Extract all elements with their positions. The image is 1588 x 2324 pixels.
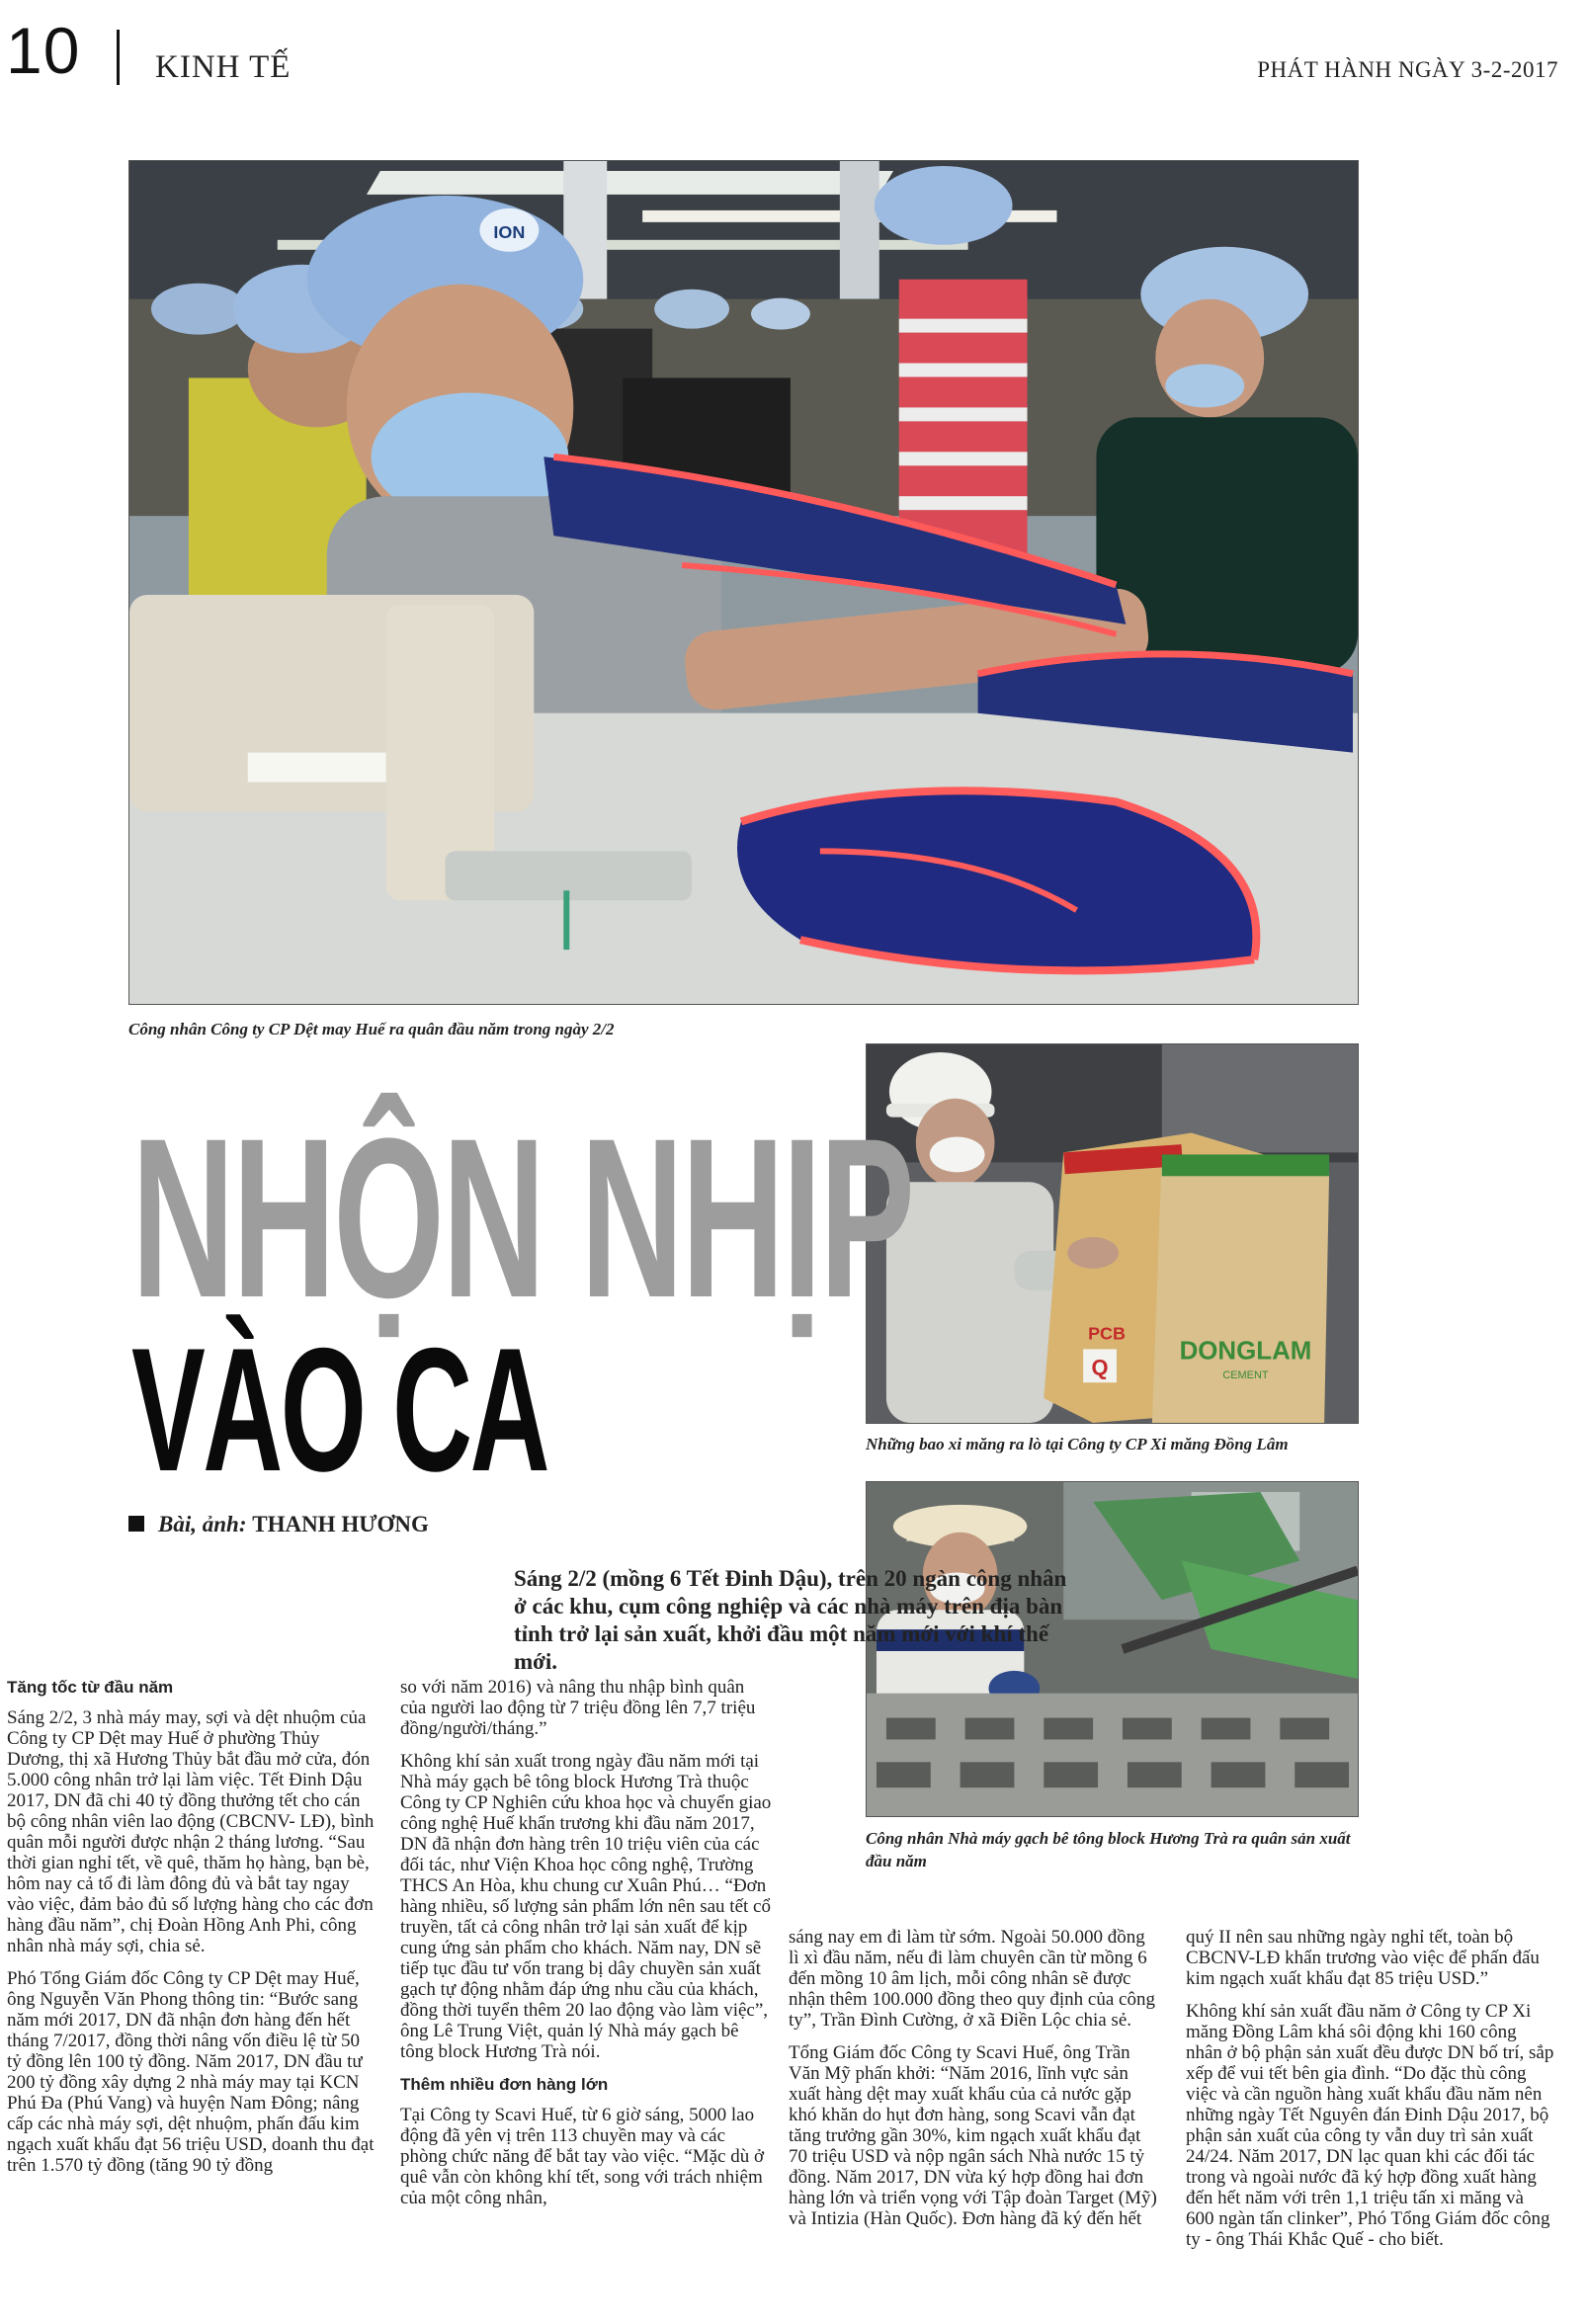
subheading-them-nhieu: Thêm nhiều đơn hàng lớn — [400, 2075, 609, 2094]
headline-line-1: NHỘN NHỊP — [131, 1091, 913, 1345]
paragraph: Phó Tổng Giám đốc Công ty CP Dệt may Huế, ông Nguyễn Văn Phong thông tin: “Bước sang năm mới 2017, DN đã nhận đơn hàng đến hết tháng 7/2017, đồng thời nâng vốn điều lệ từ 50 tỷ đồng lên 100 tỷ đồng. Năm 2017, DN đầu tư 200 tỷ đồng xây dựng 2 nhà máy may tại KCN Phú Đa (Phú Vang) và huyện Nam Đông; nâng cấp các nhà máy sợi, dệt nhuộm, phấn đấu kim ngạch xuất khẩu đạt 56 triệu USD, doanh thu đạt trên 1.570 tỷ đồng (tăng 90 tỷ đồng — [7, 1968, 375, 2176]
paragraph: Không khí sản xuất đầu năm ở Công ty CP Xi măng Đồng Lâm khá sôi động khi 160 công nhân ở bộ phận sản xuất đều được DN bố trí, sắp xếp để vui tết bên gia đình. “Do đặc thù công việc và cần nguồn hàng xuất khẩu đầu năm nên những ngày Tết Nguyên đán Đinh Dậu 2017, bộ phận sản xuất của công ty vẫn duy trì sản xuất 24/24. Năm 2017, DN lạc quan khi các đối tác trong và ngoài nước đã ký hợp đồng xuất hàng đến hết năm với trên 1,1 triệu tấn xi măng và 600 ngàn tấn clinker”, Phó Tổng Giám đốc công ty - ông Thái Khắc Quế - cho biết. — [1186, 2001, 1554, 2250]
bag-q-text: Q — [1091, 1355, 1109, 1380]
brick-photo-caption: Công nhân Nhà máy gạch bê tông block Hương Trà ra quân sản xuất đầu năm — [866, 1829, 1351, 1870]
paragraph: Tại Công ty Scavi Huế, từ 6 giờ sáng, 5000 lao động đã yên vị trên 113 chuyền may và các phòng chức năng để bắt tay vào việc. “Mặc dù ở quê vẫn còn không khí tết, song với trách nhiệm của một công nhân, — [400, 2105, 765, 2208]
article-column-4 — [1186, 1927, 1556, 2262]
issue-date: PHÁT HÀNH NGÀY 3-2-2017 — [1257, 57, 1558, 82]
section-title: KINH TẾ — [155, 49, 292, 85]
photo-cement-bags — [866, 1043, 1359, 1424]
bag-grade-text: PCB — [1088, 1323, 1126, 1344]
paragraph: Không khí sản xuất trong ngày đầu năm mới tại Nhà máy gạch bê tông block Hương Trà thuộc Công ty CP Nghiên cứu khoa học và chuyển giao công nghệ Huế khẩn trương khi đầu năm 2017, DN đã nhận đơn hàng trên 10 triệu viên của các đối tác, như Viện Khoa học công nghệ, Trường THCS An Hòa, khu chung cư Xuân Phú… “Đơn hàng nhiều, số lượng sản phẩm lớn nên sau tết cổ truyền, tất cả công nhân trở lại sản xuất để kịp cung ứng sản phẩm cho khách. Năm nay, DN sẽ tiếp tục đầu tư vốn trang bị dây chuyền sản xuất gạch tự động nhằm đáp ứng nhu cầu của khách, đồng thời tuyển thêm 20 lao động vào làm việc”, ông Lê Trung Việt, quản lý Nhà máy gạch bê tông block Hương Trà nói. — [400, 1751, 772, 2062]
subheading-tang-toc: Tăng tốc từ đầu năm — [7, 1678, 174, 1697]
bag-logo-text: DONGLAM — [1179, 1337, 1312, 1366]
main-photo-caption: Công nhân Công ty CP Dệt may Huế ra quân đầu năm trong ngày 2/2 — [128, 1020, 615, 1038]
article-column-1 — [7, 1677, 375, 2188]
lead-paragraph: Sáng 2/2 (mồng 6 Tết Đinh Dậu), trên 20 ngàn công nhân ở các khu, cụm công nghiệp và các nhà máy trên địa bàn tỉnh trở lại sản xuất, khởi đầu một năm mới với khí thế mới. — [514, 1566, 1067, 1674]
byline-label: Bài, ảnh: — [158, 1512, 247, 1536]
byline-author: THANH HƯƠNG — [252, 1512, 429, 1536]
cement-photo-caption: Những bao xi măng ra lò tại Công ty CP Xi măng Đồng Lâm — [866, 1435, 1289, 1453]
bullet-square-icon — [128, 1516, 144, 1532]
article-column-2 — [400, 1677, 774, 2220]
main-photo-garment-workers — [128, 160, 1359, 1005]
byline — [128, 1512, 429, 1537]
bag-logo-sub: CEMENT — [1222, 1370, 1269, 1382]
cap-logo-text: ION — [493, 221, 526, 242]
header-divider — [117, 30, 120, 85]
paragraph: Tổng Giám đốc Công ty Scavi Huế, ông Trần Văn Mỹ phấn khởi: “Năm 2016, lĩnh vực sản xuất hàng dệt may xuất khẩu của cả nước gặp khó khăn do hụt đơn hàng, song Scavi vẫn đạt tăng trưởng gần 30%, kim ngạch xuất khẩu đạt 70 triệu USD và nộp ngân sách Nhà nước 15 tỷ đồng. Năm 2017, DN vừa ký hợp đồng hai đơn hàng lớn và triển vọng với Tập đoàn Target (Mỹ) và Intizia (Hàn Quốc). Đơn hàng đã ký đến hết — [789, 2042, 1157, 2229]
paragraph: sáng nay em đi làm từ sớm. Ngoài 50.000 đồng lì xì đầu năm, nếu đi làm chuyên cần từ mồng 6 đến mồng 10 âm lịch, mỗi công nhân sẽ được nhận thêm 100.000 đồng theo quy định của công ty”, Trần Đình Cường, ở xã Điền Lộc chia sẻ. — [789, 1927, 1155, 2031]
page-number: 10 — [6, 14, 81, 87]
article-column-3 — [789, 1927, 1159, 2241]
headline-line-2: VÀO CA — [131, 1311, 548, 1508]
paragraph: quý II nên sau những ngày nghỉ tết, toàn bộ CBCNV-LĐ khẩn trương vào việc để phấn đấu kim ngạch xuất khẩu đạt 85 triệu USD.” — [1186, 1927, 1540, 1989]
paragraph: so với năm 2016) và nâng thu nhập bình quân của người lao động từ 7 triệu đồng lên 7,7 triệu đồng/người/tháng.” — [400, 1677, 756, 1739]
paragraph: Sáng 2/2, 3 nhà máy may, sợi và dệt nhuộm của Công ty CP Dệt may Huế ở phường Thủy Dương, thị xã Hương Thủy bắt đầu mở cửa, đón 5.000 công nhân trở lại làm việc. Tết Đinh Dậu 2017, DN đã chi 40 tỷ đồng thưởng tết cho cán bộ công nhân viên lao động (CBCNV- LĐ), bình quân mỗi người được nhận 2 tháng lương. “Sau thời gian nghỉ tết, về quê, thăm họ hàng, bạn bè, hôm nay cả tổ đi làm đông đủ và bắt tay ngay vào việc, đảm bảo đủ số lượng hàng cho các đơn hàng đầu năm”, chị Đoàn Hồng Anh Phi, công nhân nhà máy sợi, chia sẻ. — [7, 1707, 375, 1956]
